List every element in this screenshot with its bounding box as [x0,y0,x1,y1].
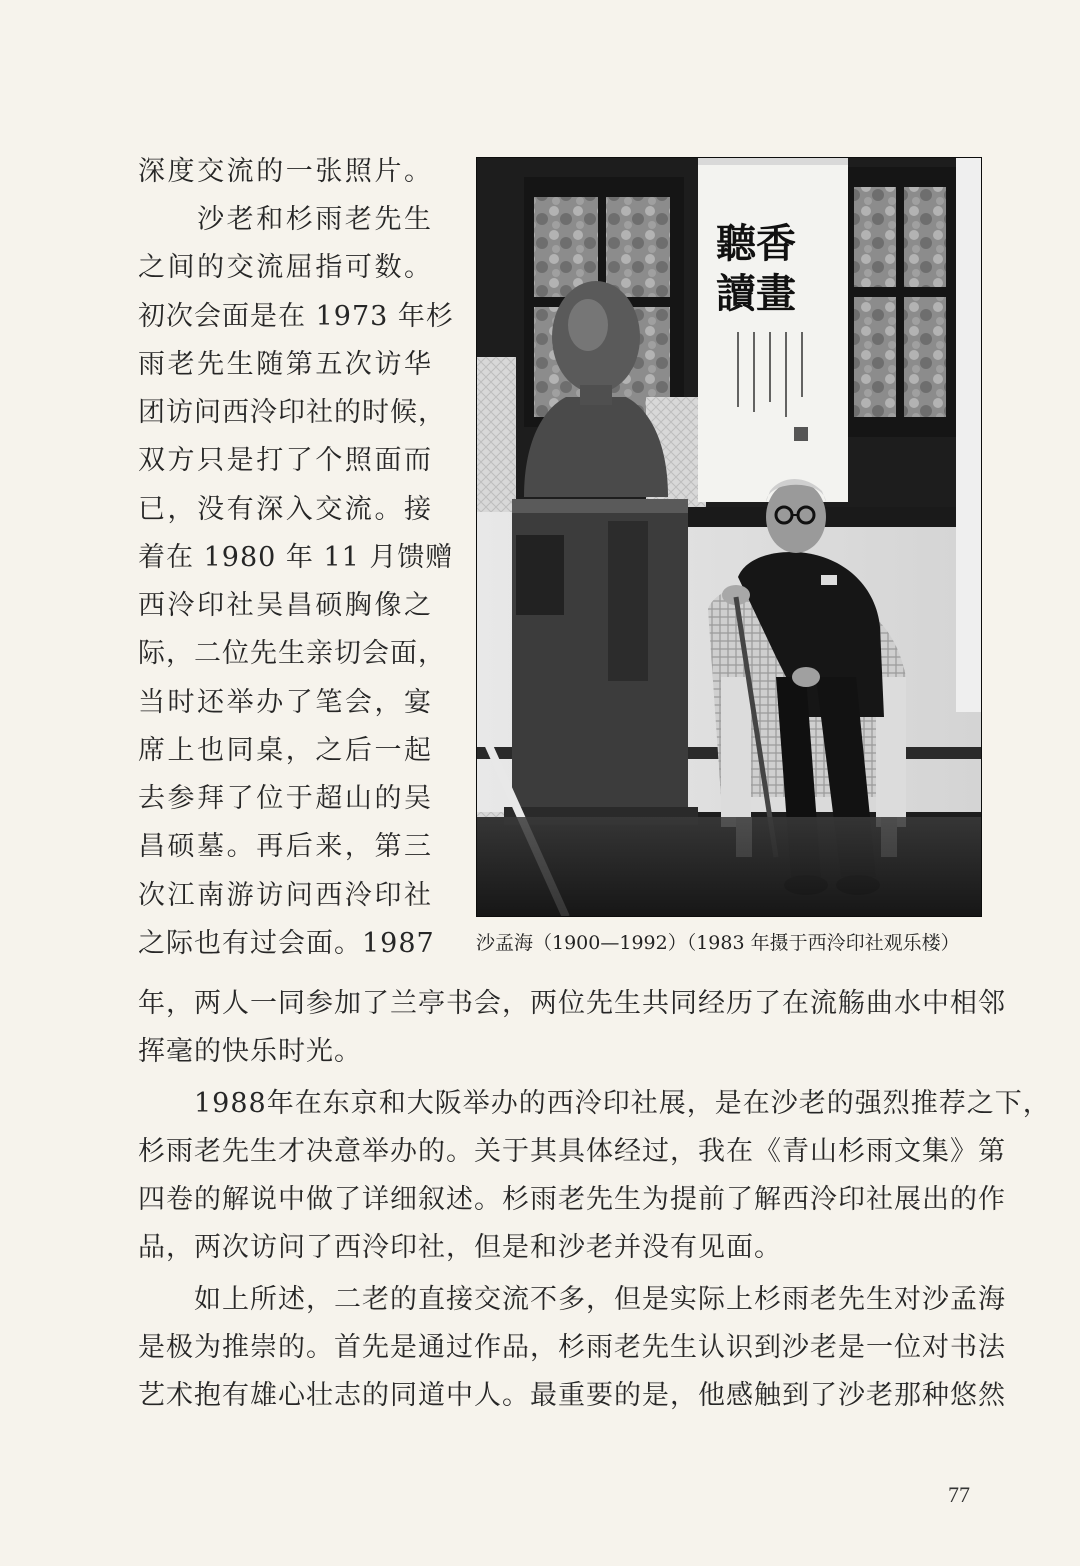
text-line: 四卷的解说中做了详细叙述。杉雨老先生为提前了解西泠印社展出的作 [138,1184,1006,1215]
text-line: 之际也有过会面。1987 [138,928,435,959]
text-line: 沙老和杉雨老先生 [138,204,432,235]
text-line: 之间的交流屈指可数。 [138,252,432,283]
photo-illustration [476,157,982,917]
text-line: 当时还举办了笔会，宴 [138,687,432,718]
text-line: 际，二位先生亲切会面， [138,638,446,669]
text-line: 深度交流的一张照片。 [138,156,432,187]
text-line: 团访问西泠印社的时候， [138,397,446,428]
text-line: 去参拜了位于超山的吴 [138,783,432,814]
text-line: 是极为推崇的。首先是通过作品，杉雨老先生认识到沙老是一位对书法 [138,1332,1006,1363]
historical-photo [476,157,982,917]
text-line: 次江南游访问西泠印社 [138,880,432,911]
page-number: 77 [948,1482,970,1507]
text-line: 1988年在东京和大阪举办的西泠印社展，是在沙老的强烈推荐之下， [138,1088,1051,1119]
text-line: 品，两次访问了西泠印社，但是和沙老并没有见面。 [138,1232,782,1263]
text-line: 昌硕墓。再后来，第三 [138,831,432,862]
text-line: 杉雨老先生才决意举办的。关于其具体经过，我在《青山杉雨文集》第 [138,1136,1006,1167]
text-line: 着在 1980 年 11 月馈赠 [138,542,454,573]
text-line: 挥毫的快乐时光。 [138,1036,362,1067]
text-line: 西泠印社吴昌硕胸像之 [138,590,432,621]
text-line: 双方只是打了个照面而 [138,445,432,476]
text-line: 年，两人一同参加了兰亭书会，两位先生共同经历了在流觞曲水中相邻 [138,988,1006,1019]
text-line: 艺术抱有雄心壮志的同道中人。最重要的是，他感触到了沙老那种悠然 [138,1380,1006,1411]
text-line: 如上所述，二老的直接交流不多，但是实际上杉雨老先生对沙孟海 [138,1284,1006,1315]
photo-caption: 沙孟海（1900—1992）（1983 年摄于西泠印社观乐楼） [476,932,960,954]
text-line: 席上也同桌，之后一起 [138,735,432,766]
text-line: 雨老先生随第五次访华 [138,349,432,380]
svg-text:聽香: 聽香 [716,220,796,267]
svg-text:讀畫: 讀畫 [716,270,796,317]
text-line: 已，没有深入交流。接 [138,494,432,525]
text-line: 初次会面是在 1973 年杉 [138,301,454,332]
